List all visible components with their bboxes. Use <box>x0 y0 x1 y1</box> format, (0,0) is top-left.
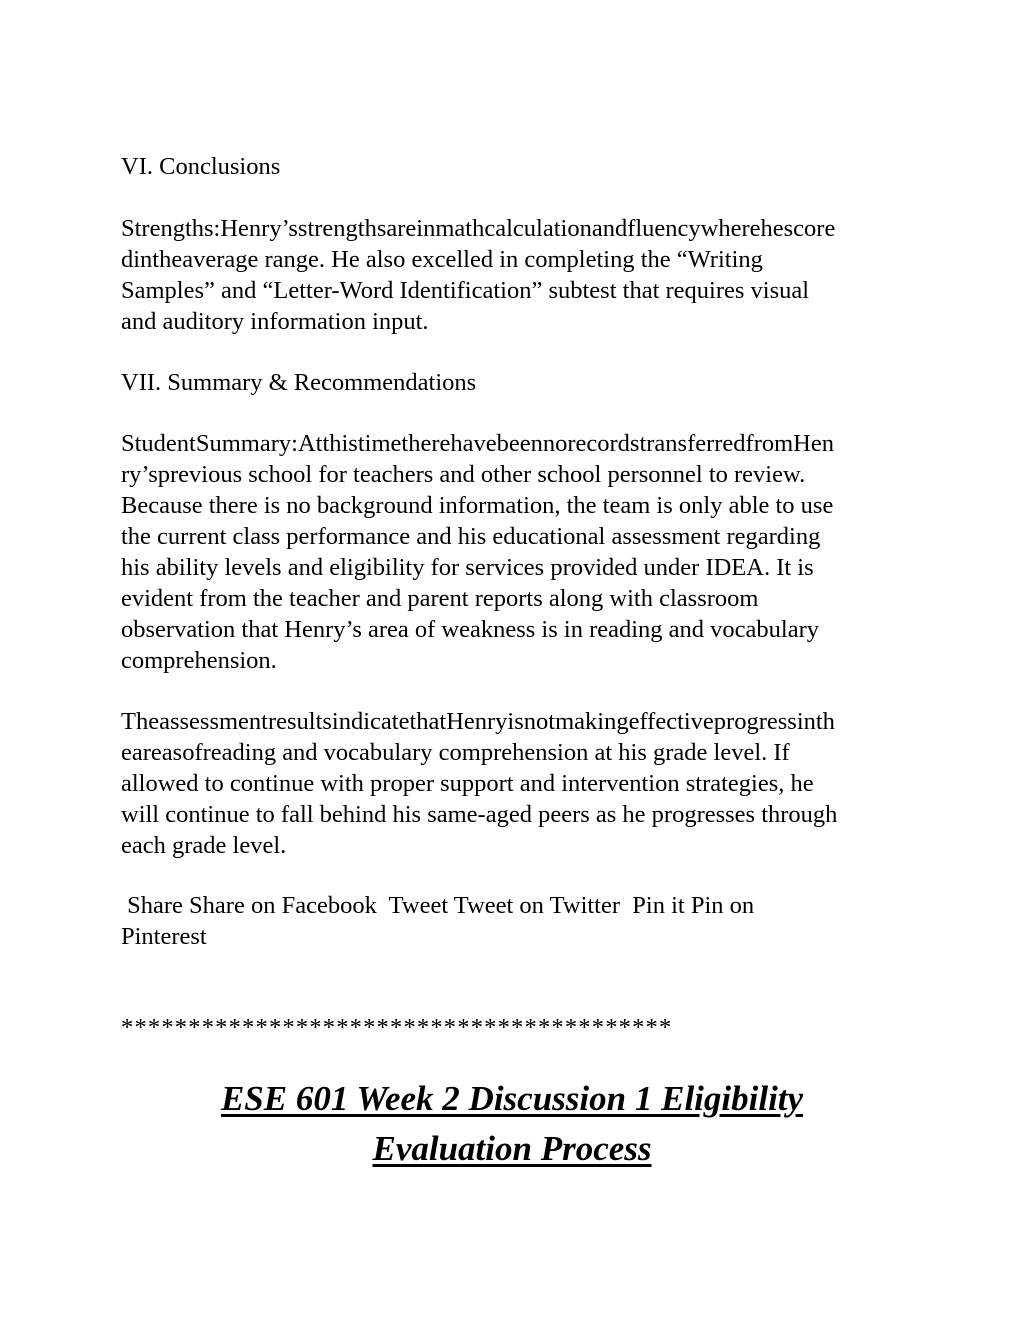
student-summary-line: ry’sprevious school for teachers and other school personnel to review. <box>121 461 806 488</box>
assessment-line: each grade level. <box>121 832 287 859</box>
student-summary-line: his ability levels and eligibility for services provided under IDEA. It is <box>121 554 814 581</box>
student-summary-line: Because there is no background information, the team is only able to use <box>121 492 834 519</box>
assessment-line: TheassessmentresultsindicatethatHenryisnotmakingeffectiveprogressinth <box>121 708 835 735</box>
student-summary-line: StudentSummary:AtthistimetherehavebeennorecordstransferredfromHen <box>121 430 834 457</box>
share-links-line[interactable]: Share Share on Facebook Tweet Tweet on Twitter Pin it Pin on <box>121 892 755 919</box>
student-summary-line: the current class performance and his educational assessment regarding <box>121 523 821 550</box>
document-title-line[interactable]: Evaluation Process <box>372 1129 652 1168</box>
student-summary-line: observation that Henry’s area of weakness is in reading and vocabulary <box>121 616 820 643</box>
student-summary-line: comprehension. <box>121 647 277 674</box>
summary-heading: VII. Summary & Recommendations <box>121 369 477 396</box>
separator-stars: ***************************************** <box>121 1014 673 1041</box>
strengths-line: dintheaverage range. He also excelled in completing the “Writing <box>121 246 763 273</box>
share-links-line[interactable]: Pinterest <box>121 923 207 950</box>
student-summary-line: evident from the teacher and parent reports along with classroom <box>121 585 759 612</box>
strengths-line: and auditory information input. <box>121 308 429 335</box>
document-title-line[interactable]: ESE 601 Week 2 Discussion 1 Eligibility <box>220 1079 804 1118</box>
assessment-line: allowed to continue with proper support and intervention strategies, he <box>121 770 814 797</box>
strengths-line: Strengths:Henry’sstrengthsareinmathcalculationandfluencywherehescore <box>121 215 836 242</box>
strengths-line: Samples” and “Letter-Word Identification” subtest that requires visual <box>121 277 810 304</box>
assessment-line: eareasofreading and vocabulary comprehension at his grade level. If <box>121 739 790 766</box>
assessment-line: will continue to fall behind his same-aged peers as he progresses through <box>121 801 838 828</box>
conclusions-heading: VI. Conclusions <box>121 153 281 180</box>
